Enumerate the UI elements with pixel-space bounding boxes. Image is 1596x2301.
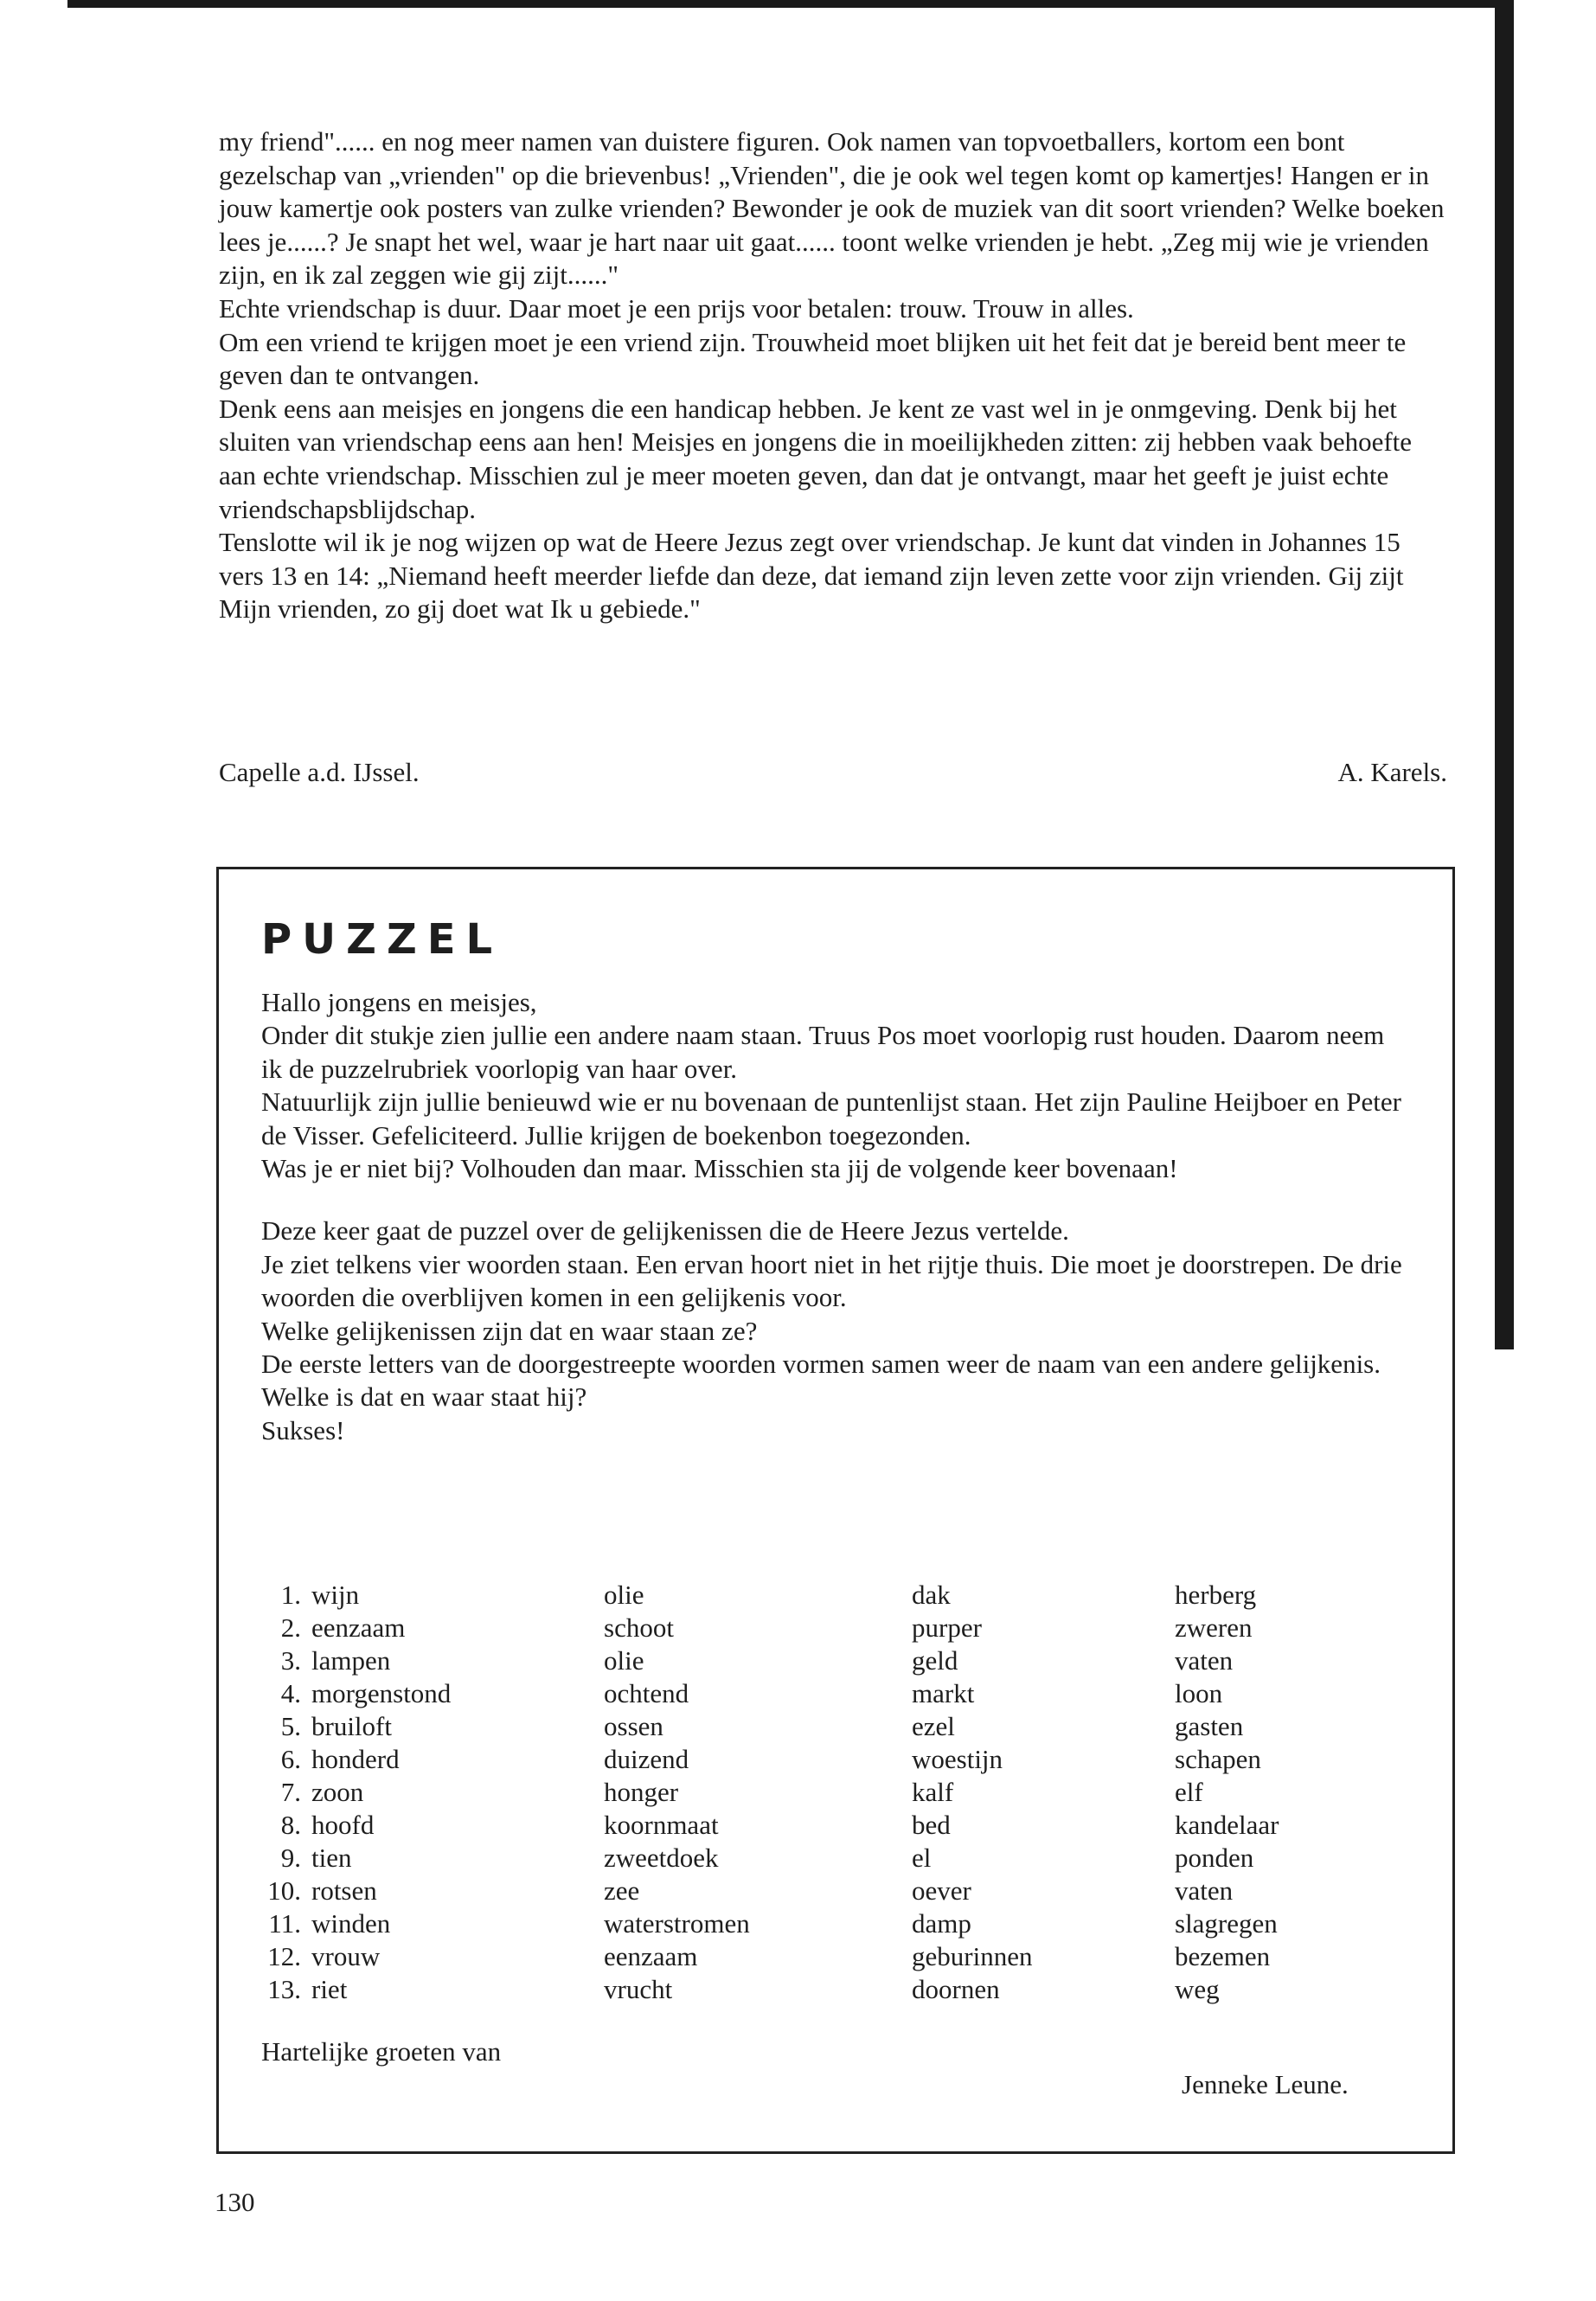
word-cell: el bbox=[912, 1843, 932, 1873]
word-cell: zoon bbox=[311, 1777, 364, 1807]
article-paragraph: my friend"...... en nog meer namen van duistere figuren. Ook namen van topvoetballers, kortom een bont gezelschap van „vrienden" op die brievenbus! „Vrienden", die je ook wel tegen komt op kamertjes! Hangen er in jouw kamertje ook posters van zulke vrienden? Bewonder je ook de muziek van dit soort vrienden? Welke boeken lees je......? Je snapt het wel, waar je hart naar uit gaat...... toont welke vrienden je hebt. „Zeg mij wie je vrienden zijn, en ik zal zeggen wie gij zijt......" bbox=[219, 126, 1445, 291]
word-cell: olie bbox=[604, 1645, 644, 1676]
word-cell: honger bbox=[604, 1777, 679, 1807]
puzzle-title: PUZZEL bbox=[261, 915, 503, 964]
row-number: 2. bbox=[280, 1612, 301, 1643]
word-cell: ponden bbox=[1175, 1843, 1254, 1873]
word-row bbox=[261, 1973, 1374, 2006]
closing-greeting: Hartelijke groeten van bbox=[261, 2036, 502, 2067]
word-cell: koornmaat bbox=[604, 1810, 719, 1840]
word-cell: weg bbox=[1175, 1974, 1220, 2004]
row-number: 5. bbox=[280, 1711, 301, 1741]
word-cell: lampen bbox=[311, 1645, 391, 1676]
instruction-line: De eerste letters van de doorgestreepte woorden vormen samen weer de naam van een andere gelijkenis. Welke is dat en waar staat hij? bbox=[261, 1349, 1381, 1413]
word-cell: woestijn bbox=[912, 1744, 1003, 1774]
word-row bbox=[261, 1579, 1374, 1612]
instruction-line: Sukses! bbox=[261, 1414, 345, 1445]
word-cell: winden bbox=[311, 1908, 391, 1939]
word-cell: geburinnen bbox=[912, 1941, 1033, 1971]
word-cell: hoofd bbox=[311, 1810, 375, 1840]
article-place: Capelle a.d. IJssel. bbox=[219, 757, 420, 787]
top-rule bbox=[67, 0, 1514, 8]
intro-line: Natuurlijk zijn jullie benieuwd wie er nu bovenaan de puntenlijst staan. Het zijn Pauline Heijboer en Peter de Visser. Gefeliciteerd. Jullie krijgen de boekenbon toegezonden. bbox=[261, 1086, 1401, 1150]
word-row bbox=[261, 1776, 1374, 1809]
word-cell: honderd bbox=[311, 1744, 400, 1774]
article-signature bbox=[219, 757, 1447, 788]
word-row bbox=[261, 1612, 1374, 1644]
word-cell: herberg bbox=[1175, 1580, 1257, 1610]
row-number: 6. bbox=[280, 1744, 301, 1774]
article-paragraph: Echte vriendschap is duur. Daar moet je een prijs voor betalen: trouw. Trouw in alles. bbox=[219, 292, 1134, 324]
word-cell: elf bbox=[1175, 1777, 1203, 1807]
word-row bbox=[261, 1644, 1374, 1677]
word-cell: vaten bbox=[1175, 1645, 1234, 1676]
word-cell: kandelaar bbox=[1175, 1810, 1279, 1840]
row-number: 9. bbox=[280, 1843, 301, 1873]
row-number: 3. bbox=[280, 1645, 301, 1676]
row-number: 1. bbox=[280, 1580, 301, 1610]
word-cell: bed bbox=[912, 1810, 951, 1840]
word-cell: kalf bbox=[912, 1777, 954, 1807]
word-cell: loon bbox=[1175, 1678, 1223, 1708]
row-number: 13. bbox=[267, 1974, 301, 2004]
word-cell: oever bbox=[912, 1875, 971, 1906]
word-cell: wijn bbox=[311, 1580, 360, 1610]
intro-line: Hallo jongens en meisjes, bbox=[261, 987, 537, 1017]
row-number: 12. bbox=[267, 1941, 301, 1971]
word-cell: damp bbox=[912, 1908, 971, 1939]
word-cell: zweren bbox=[1175, 1612, 1253, 1643]
word-cell: vrouw bbox=[311, 1941, 381, 1971]
word-cell: purper bbox=[912, 1612, 982, 1643]
word-cell: riet bbox=[311, 1974, 348, 2004]
puzzle-intro bbox=[261, 986, 1412, 1447]
row-number: 11. bbox=[268, 1908, 301, 1939]
word-cell: tien bbox=[311, 1843, 352, 1873]
word-cell: bruiloft bbox=[311, 1711, 392, 1741]
word-row bbox=[261, 1710, 1374, 1743]
word-row bbox=[261, 1940, 1374, 1973]
word-cell: dak bbox=[912, 1580, 951, 1610]
word-cell: schapen bbox=[1175, 1744, 1261, 1774]
row-number: 7. bbox=[280, 1777, 301, 1807]
word-cell: ezel bbox=[912, 1711, 955, 1741]
right-edge-bar bbox=[1495, 0, 1514, 1349]
row-number: 8. bbox=[280, 1810, 301, 1840]
puzzle-author: Jenneke Leune. bbox=[1182, 2069, 1349, 2099]
word-cell: ossen bbox=[604, 1711, 663, 1741]
row-number: 10. bbox=[267, 1875, 301, 1906]
word-cell: vaten bbox=[1175, 1875, 1234, 1906]
word-cell: geld bbox=[912, 1645, 958, 1676]
word-row bbox=[261, 1842, 1374, 1875]
word-cell: ochtend bbox=[604, 1678, 689, 1708]
word-row bbox=[261, 1677, 1374, 1710]
word-cell: zweetdoek bbox=[604, 1843, 719, 1873]
article-paragraph: Denk eens aan meisjes en jongens die een handicap hebben. Je kent ze vast wel in je onmgeving. Denk bij het sluiten van vriendschap eens aan hen! Meisjes en jongens die in moeilijkheden zitten: zij hebben vaak behoefte aan echte vriendschap. Misschien zul je meer moeten geven, dan dat je ontvangt, maar het geeft je juist echte vriendschapsblijdschap. bbox=[219, 393, 1413, 524]
article-paragraph: Om een vriend te krijgen moet je een vriend zijn. Trouwheid moet blijken uit het feit dat je bereid bent meer te geven dan te ontvangen. bbox=[219, 326, 1407, 391]
word-row bbox=[261, 1809, 1374, 1842]
instruction-line: Je ziet telkens vier woorden staan. Een ervan hoort niet in het rijtje thuis. Die moet je doorstrepen. De drie woorden die overblijven komen in een gelijkenis voor. bbox=[261, 1248, 1402, 1313]
word-cell: duizend bbox=[604, 1744, 689, 1774]
word-row bbox=[261, 1875, 1374, 1907]
word-cell: gasten bbox=[1175, 1711, 1244, 1741]
word-cell: slagregen bbox=[1175, 1908, 1278, 1939]
word-cell: bezemen bbox=[1175, 1941, 1271, 1971]
word-cell: morgenstond bbox=[311, 1678, 452, 1708]
article-author: A. Karels. bbox=[1337, 757, 1447, 787]
word-cell: zee bbox=[604, 1875, 640, 1906]
instruction-line: Welke gelijkenissen zijn dat en waar staan ze? bbox=[261, 1315, 758, 1346]
article-text bbox=[219, 125, 1447, 626]
word-cell: waterstromen bbox=[604, 1908, 750, 1939]
instruction-line: Deze keer gaat de puzzel over de gelijkenissen die de Heere Jezus vertelde. bbox=[261, 1215, 1069, 1247]
word-cell: doornen bbox=[912, 1974, 1000, 2004]
word-cell: olie bbox=[604, 1580, 644, 1610]
row-number: 4. bbox=[280, 1678, 301, 1708]
word-cell: eenzaam bbox=[604, 1941, 698, 1971]
page-number: 130 bbox=[215, 2187, 255, 2217]
intro-line: Onder dit stukje zien jullie een andere naam staan. Truus Pos moet voorlopig rust houden. Daarom neem ik de puzzelrubriek voorlopig van haar over. bbox=[261, 1020, 1385, 1084]
word-row bbox=[261, 1907, 1374, 1940]
word-cell: markt bbox=[912, 1678, 975, 1708]
word-table bbox=[261, 1579, 1374, 2006]
word-cell: vrucht bbox=[604, 1974, 673, 2004]
word-cell: schoot bbox=[604, 1612, 674, 1643]
word-cell: rotsen bbox=[311, 1875, 377, 1906]
word-row bbox=[261, 1743, 1374, 1776]
word-cell: eenzaam bbox=[311, 1612, 406, 1643]
article-paragraph: Tenslotte wil ik je nog wijzen op wat de Heere Jezus zegt over vriendschap. Je kunt dat vinden in Johannes 15 vers 13 en 14: „Niemand heeft meerder liefde dan deze, dat iemand zijn leven zette voor zijn vrienden. Gij zijt Mijn vrienden, zo gij doet wat Ik u gebiede." bbox=[219, 527, 1404, 625]
intro-line: Was je er niet bij? Volhouden dan maar. Misschien sta jij de volgende keer bovenaan! bbox=[261, 1153, 1178, 1184]
